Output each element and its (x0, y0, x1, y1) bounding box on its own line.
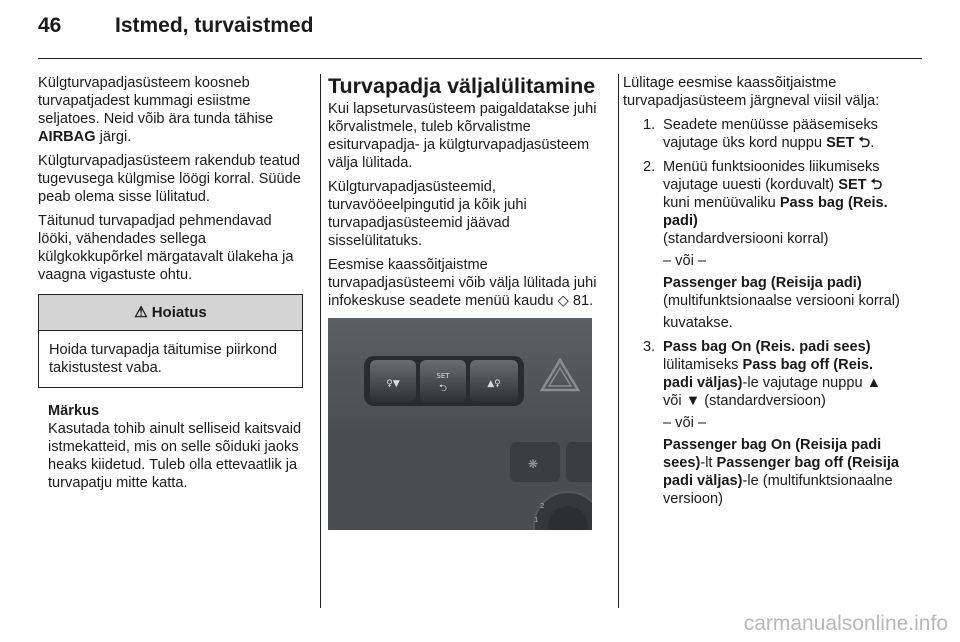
warning-title: Hoiatus (151, 303, 207, 321)
svg-text:2: 2 (540, 502, 545, 510)
paragraph: Külgturvapadjasüsteemid, turvavööeelpingutid ja kõik juhi turvapadjasüsteemid jäävad sisselülitatuks. (328, 179, 527, 249)
dashboard-photo (328, 318, 592, 530)
warning-icon: ⚠ (134, 303, 148, 321)
watermark: carmanualsonline.info (743, 612, 948, 635)
column-middle (328, 74, 604, 530)
warning-box (38, 294, 303, 388)
svg-text:❋: ❋ (527, 457, 539, 471)
svg-text:⮌: ⮌ (438, 383, 448, 394)
steps-list (623, 116, 903, 508)
column-left (38, 74, 306, 492)
page-number: 46 (38, 14, 62, 37)
warning-body: Hoida turvapadja täitumise piirkond takistustest vaba. (49, 342, 277, 376)
paragraph: Eesmise kaassõitjaistme turvapadjasüsteemi võib välja lülitada juhi infokeskuse seadete menüü kaudu ◇ 81. (328, 257, 597, 309)
note-block (38, 402, 306, 492)
column-divider (618, 74, 619, 608)
column-right (623, 74, 903, 514)
note-body: Kasutada tohib ainult selliseid kaitsvaid istmekatteid, mis on selle sõiduki jaoks heaks kiidetud. Tuleb olla ettevaatlik ja turvapatju mitte katta. (48, 421, 302, 491)
svg-text:1: 1 (534, 516, 539, 524)
page-header (38, 14, 313, 48)
list-item: 2. Menüü funktsioonides liikumiseks vajutage uuesti (korduvalt) SET ⮌ kuni menüüvaliku Pass bag (Reis. padi) (standardversiooni korral) – või – Passenger bag (Reisija padi) (multifunktsionaalse versiooni korral) kuvatakse. (643, 159, 900, 331)
svg-text:♀▼: ♀▼ (386, 379, 400, 389)
paragraph: Külgturvapadjasüsteem koosneb turvapatjadest kummagi esiistme seljatoes. Neid võib ära tunda tähise AIRBAG järgi. (38, 75, 274, 145)
set-button (420, 360, 466, 402)
warning-header (39, 295, 302, 331)
column-divider (320, 74, 321, 608)
list-item: 3. Pass bag On (Reis. padi sees) lülitamiseks Pass bag off (Reis. padi väljas)-le vajutage nuppu ▲ või ▼ (standardversioon) – või – Passenger bag On (Reisija padi sees)-lt Passenger bag off (Reisija padi väljas)-le (multifunktsionaalne versioon) (643, 339, 900, 507)
section-heading: Turvapadja väljalülitamine (328, 74, 596, 98)
page-reference-link[interactable]: ◇ 81. (557, 293, 594, 309)
paragraph: Kui lapseturvasüsteem paigaldatakse juhi kõrvalistmele, tuleb kõrvalistme esiturvapadja- ja külgturvapadjasüsteem välja lülitada. (328, 101, 597, 171)
paragraph: Külgturvapadjasüsteem rakendub teatud tugevusega külgmise löögi korral. Süüde peab olema sisse lülitatud. (38, 153, 301, 205)
header-rule (38, 58, 922, 59)
svg-text:▲♀: ▲♀ (487, 379, 501, 389)
dashboard-buttons-illustration (328, 318, 592, 530)
note-title: Märkus (48, 403, 100, 419)
paragraph: Täitunud turvapadjad pehmendavad lööki, vähendades sellega külgkokkupõrkel märgatavalt ülakeha ja vaagna vigastuste ohtu. (38, 213, 294, 283)
paragraph: Lülitage eesmise kaassõitjaistme turvapadjasüsteem järgneval viisil välja: (623, 75, 880, 109)
page-title: Istmed, turvaistmed (115, 14, 314, 37)
set-button-label: SET (436, 372, 450, 380)
list-item: 1. Seadete menüüsse pääsemiseks vajutage üks kord nuppu SET ⮌. (643, 117, 878, 151)
